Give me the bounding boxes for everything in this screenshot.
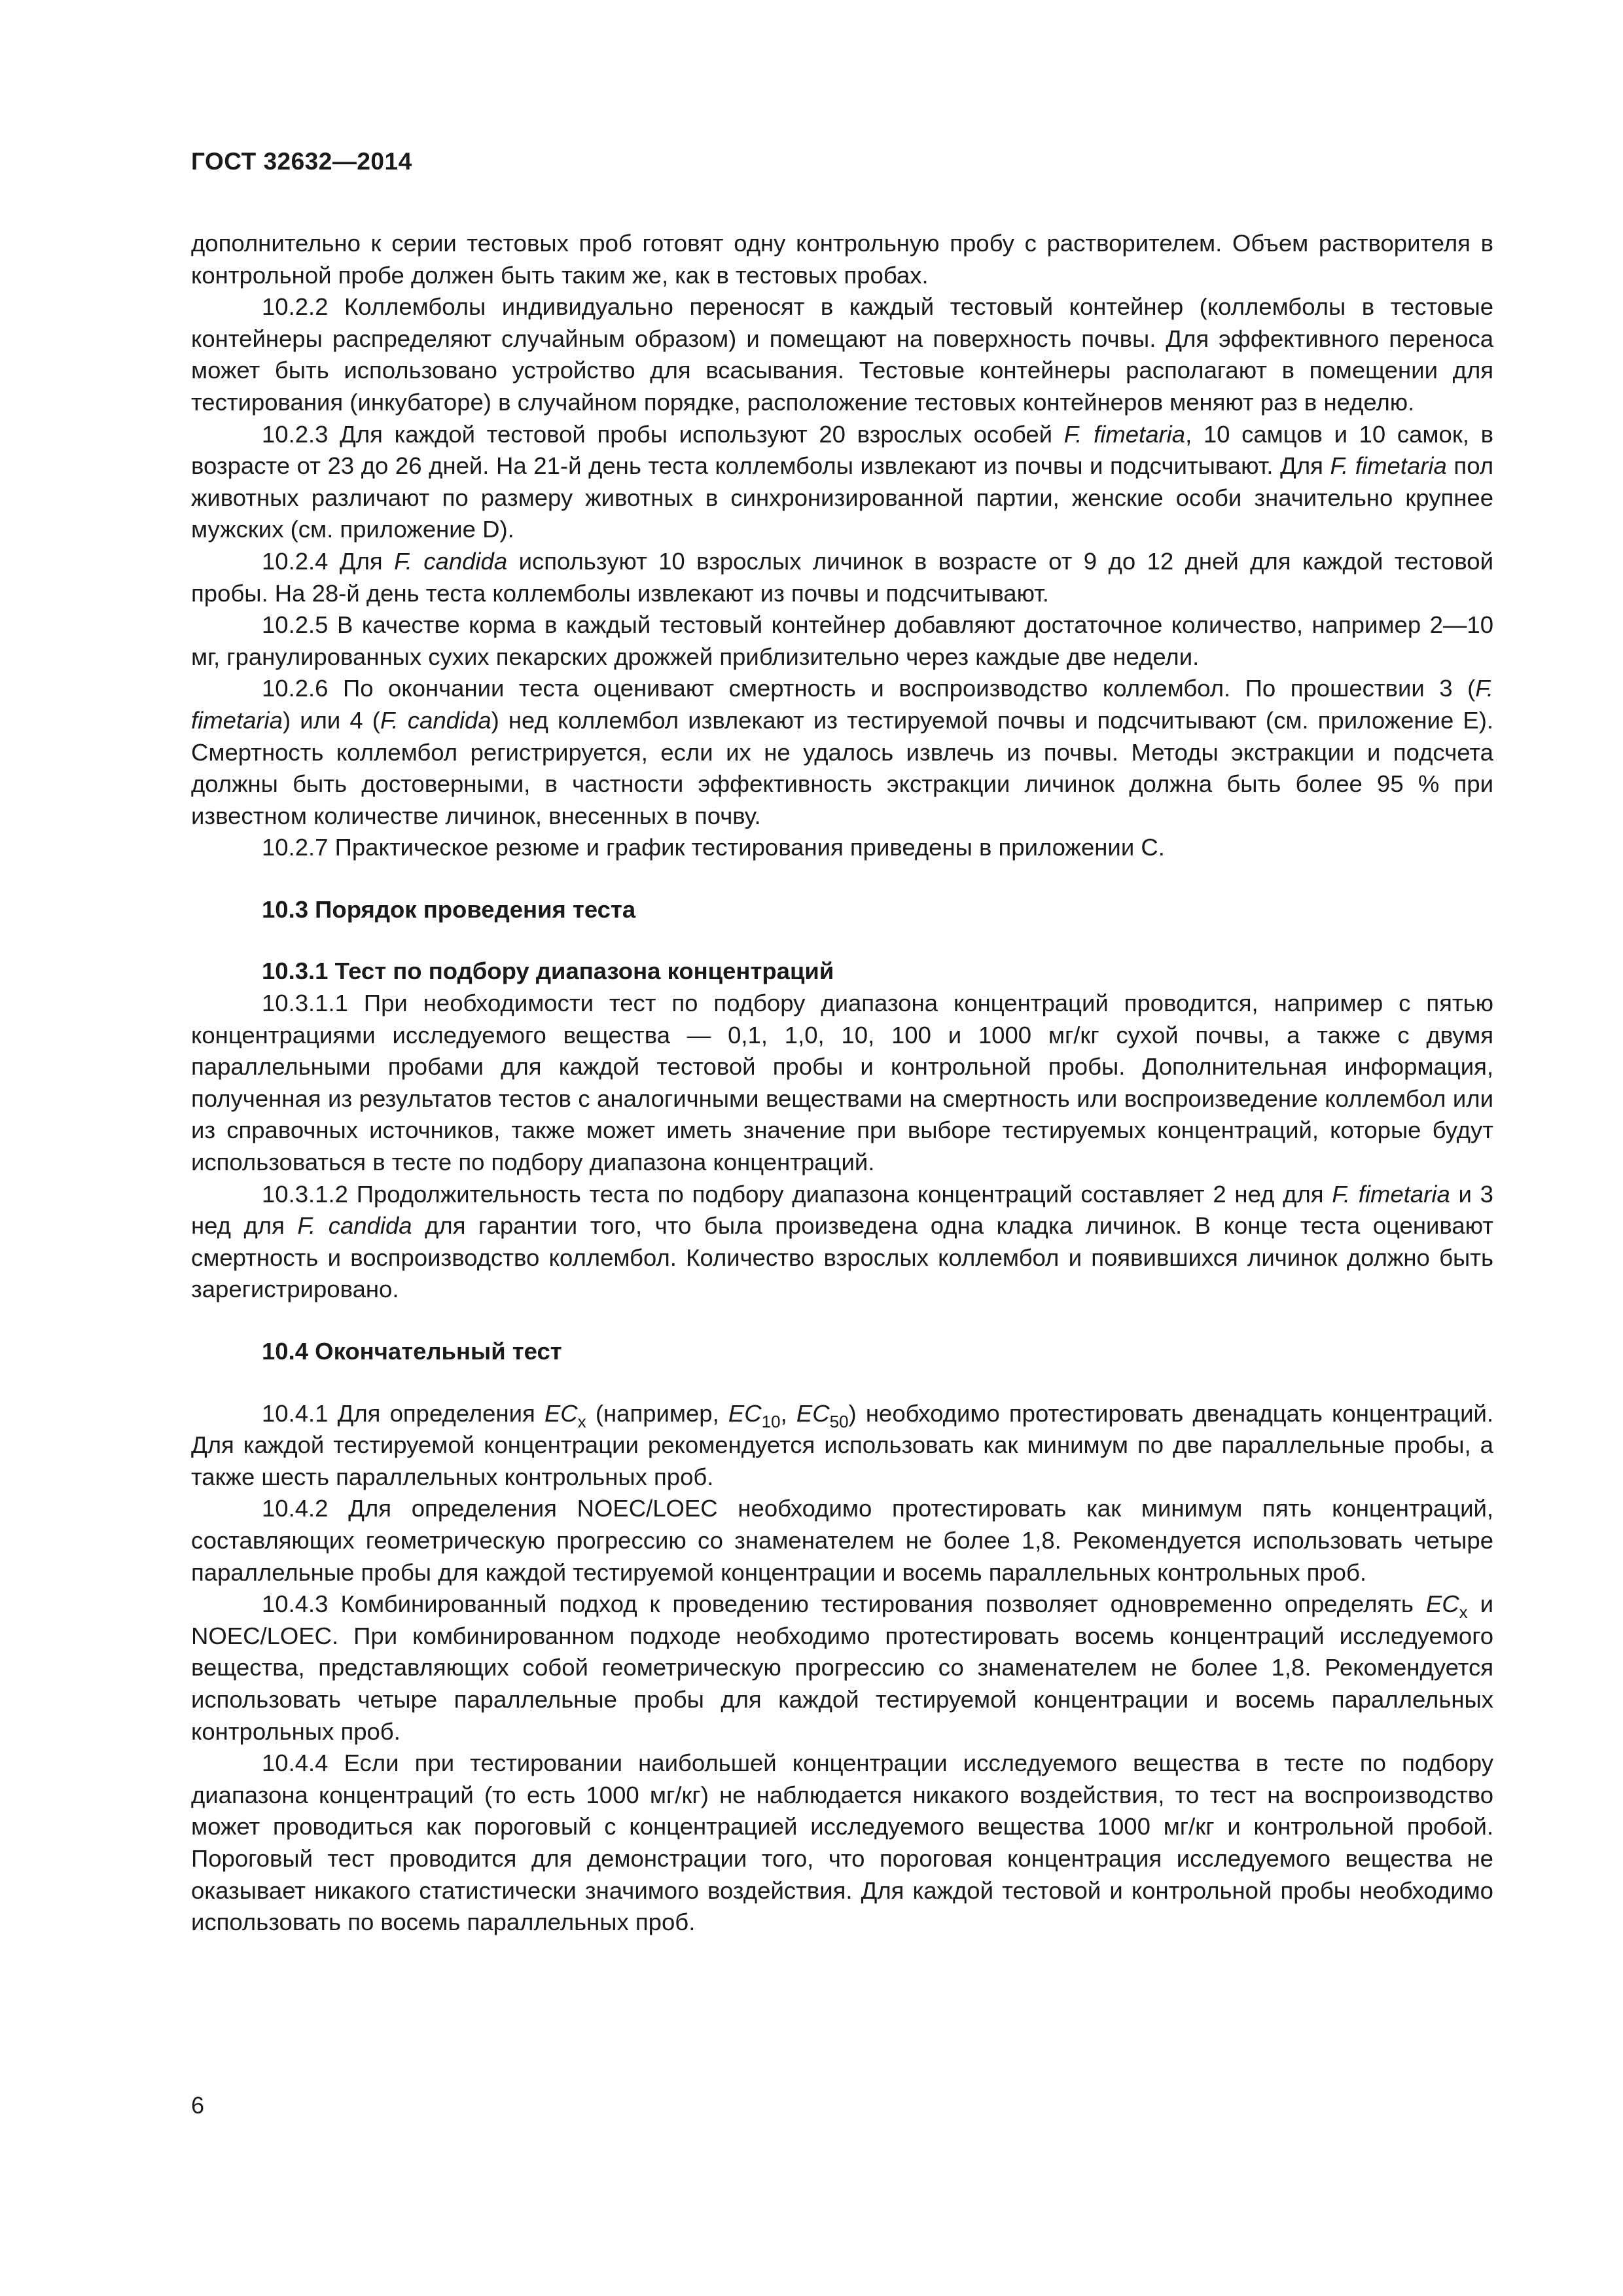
paragraph-10-2-4 <box>191 546 1493 609</box>
text-run: и 3 нед для <box>191 1180 1493 1240</box>
paragraph-10-2-5: 10.2.5 В качестве корма в каждый тестовый контейнер добавляют достаточное количество, например 2—10 мг, гранулированных сухих пекарских дрожжей приблизительно через каждые две недели. <box>191 611 1493 670</box>
text-run: (например, <box>586 1399 728 1427</box>
text-run: 10.2.4 Для <box>262 547 395 575</box>
paragraph-10-4-3 <box>191 1588 1493 1748</box>
text-run: 10.4.1 Для определения <box>262 1399 544 1427</box>
paragraph-continuation: дополнительно к серии тестовых проб готовят одну контрольную пробу с растворителем. Объем растворителя в контрольной пробе должен быть таким же, как в тестовых пробах. <box>191 230 1493 289</box>
species-name: F. fimetaria <box>191 675 1493 734</box>
species-name: F. fimetaria <box>1063 420 1186 448</box>
text-run: ) нед коллембол извлекают из тестируемой почвы и подсчитывают (см. приложение E). Смертность коллембол регистрируется, если их не удалось извлечь из почвы. Методы экстракции и подсчета должны быть достоверными, в частности эффективность экстракции личинок должна быть более 95 % при известном количестве личинок, внесенных в почву. <box>191 706 1494 829</box>
paragraph-10-2-2: 10.2.2 Коллемболы индивидуально переносят в каждый тестовый контейнер (коллемболы в тестовые контейнеры распределяют случайным образом) и помещают на поверхность почвы. Для эффективного переноса может быть использовано устройство для всасывания. Тестовые контейнеры располагают в помещении для тестирования (инкубаторе) в случайном порядке, расположение тестовых контейнеров меняют раз в неделю. <box>191 293 1493 416</box>
subscript: x <box>577 1411 586 1431</box>
section-heading-10-4: 10.4 Окончательный тест <box>262 1338 562 1365</box>
species-name: F. fimetaria <box>1330 452 1447 480</box>
text-run: 10.3.1.2 Продолжительность теста по подбору диапазона концентраций составляет 2 нед для <box>262 1180 1332 1208</box>
subscript: x <box>1459 1602 1468 1623</box>
text-run: , <box>780 1399 796 1427</box>
species-name: F. fimetaria <box>1332 1180 1450 1208</box>
paragraph-10-3-1-2 <box>191 1179 1493 1306</box>
paragraph-10-4-2: 10.4.2 Для определения NOEC/LOEC необходимо протестировать как минимум пять концентраций, составляющих геометрическую прогрессию со знаменателем не более 1,8. Рекомендуется использовать четыре параллельные пробы для каждой тестируемой концентрации и восемь параллельных контрольных проб. <box>191 1495 1493 1586</box>
text-run: и NOEC/LOEC. При комбинированном подходе необходимо протестировать восемь концентраций исследуемого вещества, представляющих собой геометрическую прогрессию со знаменателем не более 1,8. Рекомендуется использовать четыре параллельные пробы для каждой тестируемой концентрации и восемь параллельных контрольных проб. <box>191 1590 1493 1745</box>
text-run: используют 10 взрослых личинок в возрасте от 9 до 12 дней для каждой тестовой пробы. На 28-й день теста коллемболы извлекают из почвы и подсчитывают. <box>191 547 1493 607</box>
ec-symbol: EC <box>796 1399 830 1427</box>
ec-symbol: EC <box>1425 1590 1459 1618</box>
text-run: пол животных различают по размеру животных в синхронизированной партии, женские особи значительно крупнее мужских (см. приложение D). <box>191 452 1493 543</box>
species-name: F. candida <box>297 1212 412 1240</box>
document-header: ГОСТ 32632—2014 <box>191 148 412 175</box>
paragraph-10-2-7: 10.2.7 Практическое резюме и график тестирования приведены в приложении С. <box>262 834 1165 861</box>
document-body <box>191 228 1493 1939</box>
text-run: 10.2.6 По окончании теста оценивают смертность и воспроизводство коллембол. По прошествии 3 ( <box>262 675 1476 702</box>
paragraph-10-2-3 <box>191 419 1493 546</box>
text-run: для гарантии того, что была произведена одна кладка личинок. В конце теста оценивают смертность и воспроизводство коллембол. Количество взрослых коллембол и появившихся личинок должно быть зарегистрировано. <box>191 1212 1493 1303</box>
ec-symbol: EC <box>728 1399 762 1427</box>
text-run: ) или 4 ( <box>282 706 380 734</box>
text-run: ) необходимо протестировать двенадцать концентраций. Для каждой тестируемой концентрации рекомендуется использовать как минимум по две параллельные пробы, а также шесть параллельных контрольных проб. <box>191 1399 1493 1490</box>
paragraph-10-4-4: 10.4.4 Если при тестировании наибольшей концентрации исследуемого вещества в тесте по подбору диапазона концентраций (то есть 1000 мг/кг) не наблюдается никакого воздействия, то тест на воспроизводство может проводиться как пороговый с концентрацией исследуемого вещества 1000 мг/кг и контрольной пробой. Пороговый тест проводится для демонстрации того, что пороговая концентрация исследуемого вещества не оказывает никакого статистически значимого воздействия. Для каждой тестовой и контрольной пробы необходимо использовать по восемь параллельных проб. <box>191 1749 1493 1936</box>
paragraph-10-3-1-1: 10.3.1.1 При необходимости тест по подбору диапазона концентраций проводится, например с пятью концентрациями исследуемого вещества — 0,1, 1,0, 10, 100 и 1000 мг/кг сухой почвы, а также с двумя параллельными пробами для каждой тестовой пробы и контрольной пробы. Дополнительная информация, полученная из результатов тестов с аналогичными веществами на смертность или воспроизведение коллембол или из справочных источников, также может иметь значение при выборе тестируемых концентраций, которые будут использоваться в тесте по подбору диапазона концентраций. <box>191 990 1493 1176</box>
text-run: 10.2.3 Для каждой тестовой пробы используют 20 взрослых особей <box>262 420 1064 448</box>
subsection-heading-10-3-1: 10.3.1 Тест по подбору диапазона концентраций <box>262 958 834 985</box>
species-name: F. candida <box>380 706 491 734</box>
text-run: 10.4.3 Комбинированный подход к проведению тестирования позволяет одновременно определять <box>262 1590 1426 1618</box>
text-run: , 10 самцов и 10 самок, в возрасте от 23 до 26 дней. На 21-й день теста коллемболы извлекают из почвы и подсчитывают. Для <box>191 420 1493 480</box>
paragraph-10-2-6 <box>191 673 1493 832</box>
subscript: 10 <box>761 1411 781 1431</box>
page-number: 6 <box>191 2092 205 2119</box>
paragraph-10-4-1 <box>191 1398 1493 1494</box>
ec-symbol: EC <box>544 1399 578 1427</box>
species-name: F. candida <box>394 547 508 575</box>
section-heading-10-3: 10.3 Порядок проведения теста <box>262 895 636 923</box>
subscript: 50 <box>829 1411 849 1431</box>
